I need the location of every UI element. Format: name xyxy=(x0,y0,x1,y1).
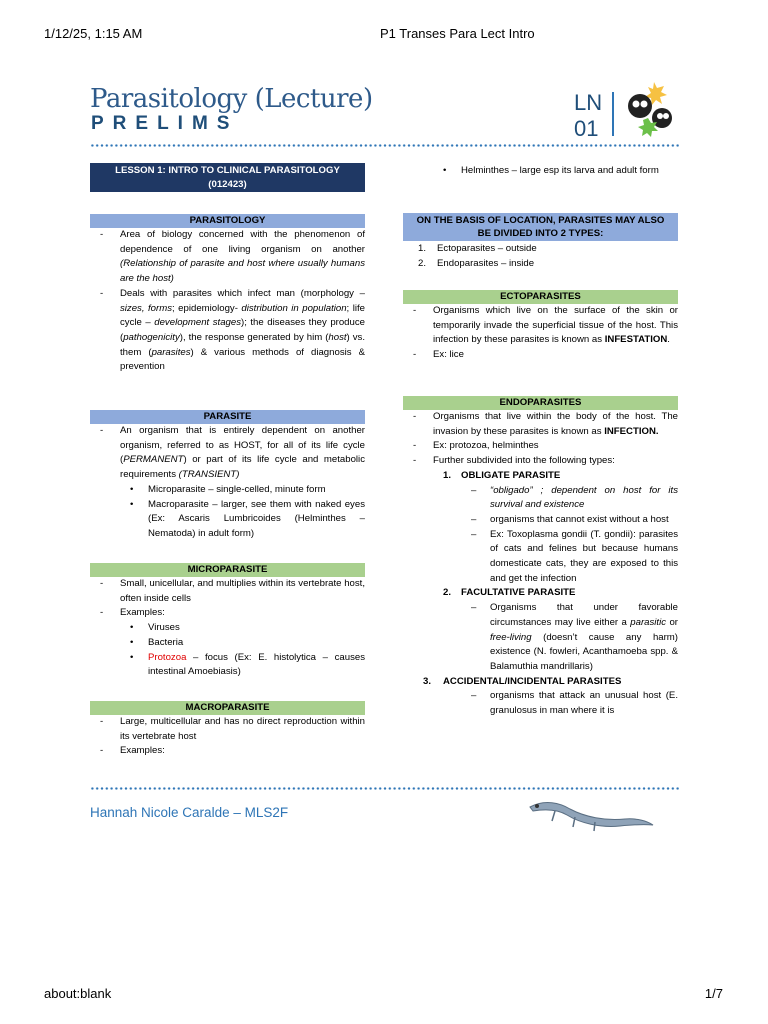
list-item: – Organisms that under favorable circumstances may live either a parasitic or free-living (doesn’t cause any harm) existence (N. fowleri, Acanthamoeba spp. & Balamuthia mandrillaris) xyxy=(471,602,678,672)
lesson-banner: LESSON 1: INTRO TO CLINICAL PARASITOLOGY (012423) xyxy=(90,163,365,192)
list-item: - Large, multicellular and has no direct reproduction within its vertebrate host xyxy=(100,716,365,742)
footer-divider xyxy=(90,787,679,790)
list-item: – Ex: Toxoplasma gondii (T. gondii): parasites of cats and felines but because humans domesticate cats, they are exposed to this and get the infection xyxy=(471,528,678,584)
list-item: – organisms that cannot exist without a host xyxy=(471,513,669,525)
soot-sprites-icon xyxy=(620,80,678,140)
list-item: • Bacteria xyxy=(130,636,184,648)
doc-title: Parasitology (Lecture) xyxy=(90,84,373,114)
list-item: • Macroparasite – larger, see them with naked eyes (Ex: Ascaris Lumbricoides (Helminthes – Nematoda) in adult form) xyxy=(130,498,365,539)
list-item: – “obligado” ; dependent on host for its survival and existence xyxy=(471,484,678,511)
section-microparasite xyxy=(90,563,365,680)
section-heading: ON THE BASIS OF LOCATION, PARASITES MAY ALSO BE DIVIDED INTO 2 TYPES: xyxy=(403,213,678,241)
list-item: • Helminthes – large esp its larva and adult form xyxy=(443,165,659,176)
list-item: 2. Endoparasites – inside xyxy=(418,257,535,269)
section-endoparasites xyxy=(403,396,678,719)
section-location xyxy=(403,213,678,271)
lesson-number: LN 01 xyxy=(574,90,603,141)
section-heading: PARASITOLOGY xyxy=(90,214,365,228)
list-item: - Ex: protozoa, helminthes xyxy=(413,440,539,452)
list-item: - Examples: xyxy=(100,607,165,619)
list-item: 1. Ectoparasites – outside xyxy=(418,243,537,254)
section-heading: ENDOPARASITES xyxy=(403,396,678,410)
type-heading: 1. OBLIGATE PARASITE xyxy=(443,469,561,481)
list-item: - Small, unicellular, and multiplies within its vertebrate host, often inside cells xyxy=(100,578,365,604)
list-item: - Organisms that live within the body of the host. The invasion by these parasites is known as INFECTION. xyxy=(413,411,678,437)
list-item: - Further subdivided into the following types: xyxy=(413,455,615,467)
list-item: - Deals with parasites which infect man (morphology – sizes, forms; epidemiology- distribution in population; life cycle – development stages); the diseases they produce (pathogenicity), the response generated by him (host) vs. them (parasites) & various methods of diagnosis & prevention xyxy=(100,287,365,373)
print-page-number: 1/7 xyxy=(704,986,723,1001)
section-heading: PARASITE xyxy=(90,410,365,424)
list-item: • Microparasite – single-celled, minute form xyxy=(130,483,326,495)
doc-subtitle: PRELIMS xyxy=(91,113,239,134)
type-heading: 3. ACCIDENTAL/INCIDENTAL PARASITES xyxy=(423,675,622,687)
print-url: about:blank xyxy=(44,986,112,1001)
section-ectoparasites xyxy=(403,290,678,363)
dragon-icon xyxy=(525,795,655,835)
section-heading: ECTOPARASITES xyxy=(403,290,678,304)
print-title: P1 Transes Para Lect Intro xyxy=(380,26,535,41)
list-item: - Ex: lice xyxy=(413,349,464,361)
section-heading: MACROPARASITE xyxy=(90,701,365,715)
header-divider xyxy=(90,144,679,147)
section-parasite xyxy=(90,410,365,542)
divider xyxy=(612,92,614,136)
author-name: Hannah Nicole Caralde – MLS2F xyxy=(90,805,289,820)
section-parasitology xyxy=(90,214,365,375)
section-macroparasite xyxy=(90,701,365,759)
list-item: • Protozoa – focus (Ex: E. histolytica – causes intestinal Amoebiasis) xyxy=(130,651,365,678)
list-item: - Examples: xyxy=(100,745,165,757)
list-item: • Viruses xyxy=(130,622,180,634)
list-item: - Organisms which live on the surface of the skin or temporarily invade the superficial tissue of the host. This infection by these parasites is known as INFESTATION. xyxy=(413,305,678,346)
list-item: - Area of biology concerned with the phenomenon of dependence of one living organism on another (Relationship of parasite and host where usually humans are the host) xyxy=(100,229,365,285)
type-heading: 2. FACULTATIVE PARASITE xyxy=(443,587,576,599)
section-heading: MICROPARASITE xyxy=(90,563,365,577)
list-item: – organisms that attack an unusual host (E. granulosus in man where it is xyxy=(471,690,678,717)
list-item: - An organism that is entirely dependent on another organism, referred to as HOST, for all of its life cycle (PERMANENT) or part of its life cycle and metabolic requirements (TRANSIENT) xyxy=(100,425,365,481)
print-date: 1/12/25, 1:15 AM xyxy=(44,26,143,41)
